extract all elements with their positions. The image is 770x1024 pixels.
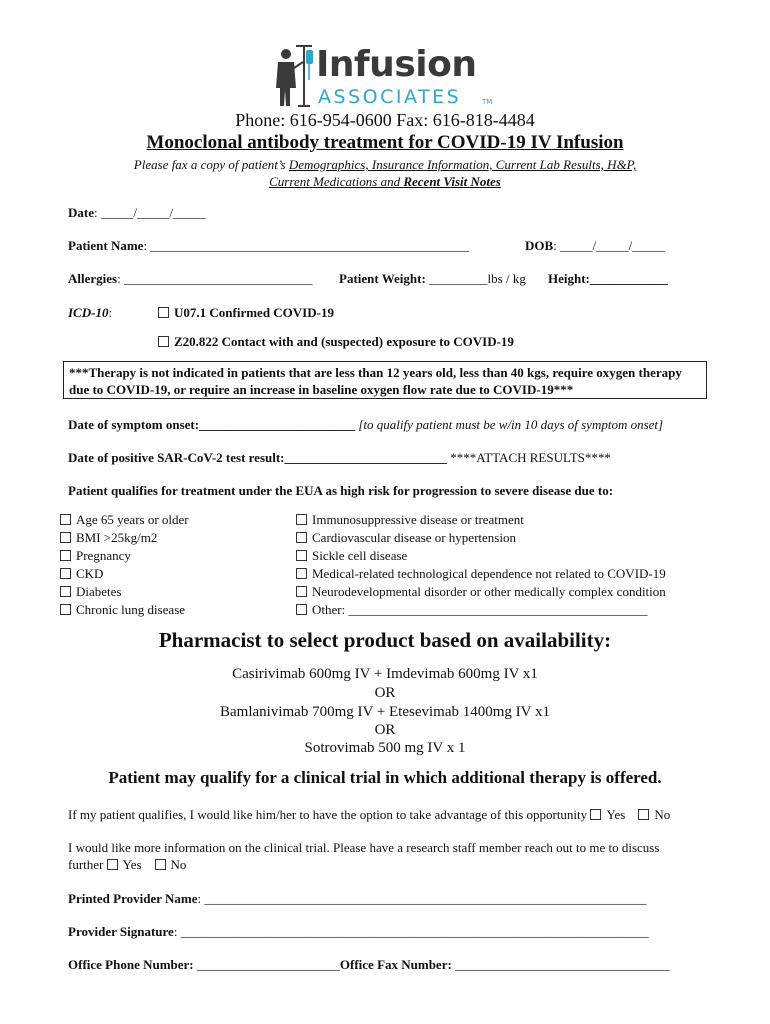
date-blank[interactable]: : _____/_____/_____: [94, 205, 206, 220]
patient-weight-field[interactable]: [339, 271, 526, 287]
patient-weight-label: Patient Weight:: [339, 271, 426, 286]
logo-trademark: TM: [482, 98, 493, 106]
height-field[interactable]: Height:____________: [548, 271, 668, 286]
positive-test-label: Date of positive SAR-CoV-2 test result:_________________________: [68, 450, 448, 465]
date-label: Date: [68, 205, 94, 220]
office-fax-blank[interactable]: _________________________________: [451, 957, 670, 972]
product-option-2: Bamlanivimab 700mg IV + Etesevimab 1400mg IV x1: [220, 704, 550, 720]
checkbox-icon[interactable]: [60, 514, 71, 525]
checkbox-icon[interactable]: [60, 568, 71, 579]
product-option-1: Casirivimab 600mg IV + Imdevimab 600mg IV x1: [232, 666, 538, 682]
printed-provider-name-label: Printed Provider Name: [68, 891, 198, 906]
checkbox-icon[interactable]: [60, 586, 71, 597]
trial-info-line2: [68, 857, 186, 873]
date-field[interactable]: [68, 205, 206, 221]
checkbox-icon[interactable]: [158, 307, 169, 318]
dob-label: DOB: [525, 238, 554, 253]
icd10-label: [68, 305, 112, 321]
icd10-option-z20822-label: Z20.822 Contact with and (suspected) exposure to COVID-19: [174, 334, 514, 349]
criteria-right-item[interactable]: [296, 530, 516, 546]
checkbox-icon[interactable]: [60, 550, 71, 561]
qualification-heading: Patient qualifies for treatment under the EUA as high risk for progression to severe disease due to:: [68, 483, 614, 498]
criteria-right-item[interactable]: [296, 566, 666, 582]
trial-option-yes: Yes: [606, 807, 626, 822]
criteria-left-item[interactable]: [60, 602, 185, 618]
criteria-left-item[interactable]: [60, 548, 131, 564]
checkbox-icon[interactable]: [296, 514, 307, 525]
allergies-field[interactable]: [68, 271, 312, 287]
patient-weight-blank[interactable]: _________lbs / kg: [425, 271, 526, 286]
checkbox-icon[interactable]: [158, 336, 169, 347]
logo-word-infusion: Infusion: [316, 44, 477, 85]
symptom-onset-note: [to qualify patient must be w/in 10 days of symptom onset]: [355, 417, 664, 432]
trial-info-no: No: [170, 857, 187, 872]
criteria-left-item[interactable]: [60, 530, 157, 546]
trial-info-further: further: [68, 857, 104, 872]
criteria-right-label: Sickle cell disease: [312, 548, 408, 563]
printed-provider-name-blank[interactable]: : ____________________________________________________________________: [197, 891, 647, 906]
contact-phone-fax: Phone: 616-954-0600 Fax: 616-818-4484: [235, 110, 535, 130]
provider-signature-label: Provider Signature: [68, 924, 174, 939]
trial-option-no: No: [654, 807, 671, 822]
criteria-left-label: Pregnancy: [76, 548, 131, 563]
criteria-right-item[interactable]: [296, 512, 524, 528]
criteria-right-label: Medical-related technological dependence not related to COVID-19: [312, 566, 666, 581]
form-title: Monoclonal antibody treatment for COVID-19 IV Infusion: [146, 132, 624, 153]
therapy-warning-text: ***Therapy is not indicated in patients that are less than 12 years old, less than 40 kgs, require oxygen therapy due to COVID-19, or require an increase in baseline oxygen flow rate due to COVID-19***: [69, 365, 682, 397]
positive-test-field[interactable]: [68, 450, 611, 466]
office-phone-blank[interactable]: ______________________: [193, 957, 340, 972]
logo-word-associates: ASSOCIATES: [318, 86, 462, 108]
criteria-right-label: Cardiovascular disease or hypertension: [312, 530, 516, 545]
checkbox-icon[interactable]: [60, 604, 71, 615]
criteria-left-item[interactable]: [60, 566, 103, 582]
criteria-left-label: Diabetes: [76, 584, 122, 599]
allergies-label: Allergies: [68, 271, 118, 286]
criteria-right-label: Neurodevelopmental disorder or other medically complex condition: [312, 584, 666, 599]
criteria-left-label: Chronic lung disease: [76, 602, 186, 617]
iv-pole-doctor-icon: [270, 40, 316, 112]
provider-signature-blank[interactable]: : ________________________________________________________________________: [173, 924, 649, 939]
criteria-right-label: Immunosuppressive disease or treatment: [312, 512, 524, 527]
product-option-3: Sotrovimab 500 mg IV x 1: [304, 740, 466, 756]
provider-signature-field[interactable]: [68, 924, 649, 940]
fax-instructions-line1: [0, 157, 770, 173]
icd10-label-colon: :: [108, 305, 113, 320]
criteria-left-item[interactable]: [60, 512, 189, 528]
criteria-right-item[interactable]: [296, 584, 666, 600]
checkbox-icon[interactable]: [60, 532, 71, 543]
checkbox-icon[interactable]: [107, 859, 118, 870]
pharmacist-heading: Pharmacist to select product based on availability:: [158, 628, 612, 652]
criteria-right-item[interactable]: [296, 548, 407, 564]
checkbox-icon[interactable]: [590, 809, 601, 820]
patient-name-blank[interactable]: : _________________________________________________: [143, 238, 469, 253]
checkbox-icon[interactable]: [296, 586, 307, 597]
checkbox-icon[interactable]: [296, 550, 307, 561]
clinical-trial-heading: Patient may qualify for a clinical trial in which additional therapy is offered.: [108, 768, 662, 787]
dob-field[interactable]: [525, 238, 665, 254]
checkbox-icon[interactable]: [155, 859, 166, 870]
fax-instructions-medications: Current Medications and: [269, 174, 404, 189]
checkbox-icon[interactable]: [638, 809, 649, 820]
office-fax-label: Office Fax Number:: [339, 957, 452, 972]
printed-provider-name-field[interactable]: [68, 891, 646, 907]
fax-instructions-line2: [0, 174, 770, 190]
fax-instructions-visit-notes: Recent Visit Notes: [403, 174, 501, 189]
office-phone-label: Office Phone Number:: [68, 957, 194, 972]
fax-instructions-prefix: Please fax a copy of patient’s: [133, 157, 289, 172]
criteria-right-label: Other: ______________________________________________: [312, 602, 648, 617]
criteria-right-item[interactable]: [296, 602, 647, 618]
criteria-left-label: BMI >25kg/m2: [76, 530, 158, 545]
trial-option-question: [68, 807, 670, 823]
trial-info-line1: I would like more information on the clinical trial. Please have a research staff member reach out to me to discuss: [68, 840, 660, 855]
checkbox-icon[interactable]: [296, 568, 307, 579]
patient-name-label: Patient Name: [68, 238, 144, 253]
checkbox-icon[interactable]: [296, 532, 307, 543]
therapy-warning-box: [63, 361, 707, 399]
criteria-left-label: Age 65 years or older: [76, 512, 189, 527]
trial-option-text: If my patient qualifies, I would like him/her to have the option to take advantage of this opportunity: [68, 807, 588, 822]
criteria-left-item[interactable]: [60, 584, 121, 600]
icd10-option-u071-label: U07.1 Confirmed COVID-19: [174, 305, 334, 320]
allergies-blank[interactable]: : _____________________________: [117, 271, 313, 286]
icd10-option-z20822[interactable]: [158, 334, 514, 350]
icd10-label-text: ICD-10: [68, 305, 109, 320]
product-or-2: OR: [374, 722, 396, 738]
attach-results-note: ****ATTACH RESULTS****: [447, 450, 611, 465]
icd10-option-u071[interactable]: [158, 305, 334, 321]
criteria-left-label: CKD: [76, 566, 104, 581]
product-or-1: OR: [374, 685, 396, 701]
dob-blank[interactable]: : _____/_____/_____: [553, 238, 665, 253]
symptom-onset-field[interactable]: [68, 417, 663, 433]
fax-instructions-documents: Demographics, Insurance Information, Current Lab Results, H&P,: [288, 157, 637, 172]
infusion-associates-logo: [270, 40, 500, 112]
symptom-onset-label: Date of symptom onset:________________________: [68, 417, 356, 432]
patient-name-field[interactable]: [68, 238, 469, 254]
office-phone-field[interactable]: [68, 957, 670, 973]
checkbox-icon[interactable]: [296, 604, 307, 615]
trial-info-yes: Yes: [122, 857, 142, 872]
